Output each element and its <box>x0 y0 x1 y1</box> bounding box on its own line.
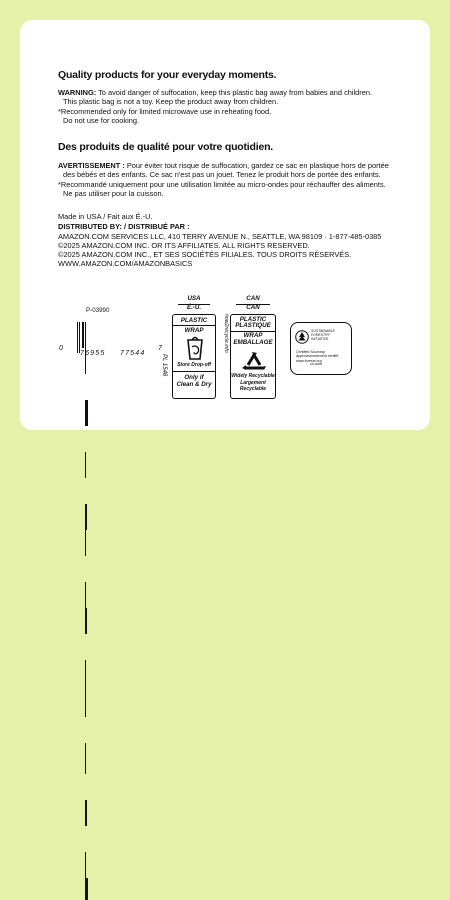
sfi-line-3: INITIATIVE <box>311 337 329 342</box>
barcode-digit-4: 7 <box>158 345 162 352</box>
usa-country: USA <box>187 295 201 302</box>
product-code: P-03990 <box>86 307 110 314</box>
sfi-line-2: FORESTRY <box>311 333 330 338</box>
sfi-label <box>290 322 352 375</box>
cuisson-note: Ne pas utiliser pour la cuisson. <box>63 188 164 198</box>
barcode-digits-2: 76955 <box>80 350 106 357</box>
copyright-fr: ©2025 AMAZON.COM INC., ET SES SOCIÉTÉS FILIALES. TOUS DROITS RÉSERVÉS. <box>58 250 352 260</box>
barcode-digits-3: 77544 <box>120 350 146 357</box>
can-status-en: Widely Recyclable <box>231 372 275 379</box>
usa-recycle-box <box>172 314 216 399</box>
recycling-arrows-icon <box>231 347 277 373</box>
cooking-note: Do not use for cooking. <box>63 115 140 125</box>
copyright-en: ©2025 AMAZON.COM INC. OR ITS AFFILIATES. ALL RIGHTS RESERVED. <box>58 240 310 250</box>
plant-code: PL 1548 <box>161 354 167 377</box>
sfi-line-1: SUSTAINABLE <box>311 329 335 333</box>
can-type-en: PLASTIC <box>239 315 267 323</box>
distributor-address: AMAZON.COM SERVICES LLC, 410 TERRY AVENUE N., SEATTLE, WA 98109 · 1-877-485-0385 <box>58 231 382 241</box>
french-headline: Des produits de qualité pour votre quotidien. <box>58 141 274 153</box>
can-status-fr-1: Largement <box>240 379 266 386</box>
microwave-note: *Recommended only for limited microwave use in reheating food. <box>58 106 272 116</box>
sfi-code: SFI-00000 <box>310 363 323 367</box>
micro-ondes-note: *Recommandé uniquement pour une utilisation limitée au micro-ondes pour réchauffer des aliments. <box>58 179 386 189</box>
can-country-fr: CAN <box>246 303 260 311</box>
sfi-cert-fr: Approvisionnement certifié <box>296 354 339 359</box>
sfi-name <box>311 329 335 342</box>
website: WWW.AMAZON.COM/AMAZONBASICS <box>58 259 193 269</box>
can-product-en: WRAP <box>243 332 263 340</box>
can-recycle-box <box>230 314 276 399</box>
barcode-bars <box>72 322 86 348</box>
can-status-fr-2: Recyclable <box>239 386 267 393</box>
usa-condition-1: Only if <box>184 373 204 381</box>
warning-text: To avoid danger of suffocation, keep this plastic bag away from babies and children. <box>96 88 372 97</box>
can-product-fr: EMBALLAGE <box>233 338 273 346</box>
usa-instruction: Store Drop-off <box>177 362 211 369</box>
can-type-fr: PLASTIQUE <box>235 322 271 330</box>
sfi-website: www.forests.org <box>296 358 322 363</box>
usa-condition-2: Clean & Dry <box>176 380 212 388</box>
sfi-cert-en: Certified Sourcing <box>296 350 325 354</box>
usa-country-fr: É.-U. <box>186 303 202 311</box>
avertissement-text: Pour éviter tout risque de suffocation, gardez ce sac en plastique hors de portée <box>124 161 389 170</box>
usa-product: WRAP <box>184 327 204 335</box>
usa-recycle-label <box>172 296 216 399</box>
sfi-logo-icon <box>295 329 309 345</box>
can-country: CAN <box>246 295 260 302</box>
avertissement-text-2: des bébés et des enfants. Ce sac n'est pas un jouet. Tenez le produit hors de portée des enfants. <box>63 170 381 180</box>
country-of-origin: Made in USA / Fait aux É.-U. <box>58 212 153 221</box>
warning-text-2: This plastic bag is not a toy. Keep the product away from children. <box>63 97 279 107</box>
usa-type: PLASTIC <box>180 316 208 324</box>
sfi-certification <box>296 350 338 368</box>
french-warning <box>58 161 389 198</box>
english-headline: Quality products for your everyday moments. <box>58 69 277 81</box>
how2recycle-website: how2recycle.info <box>223 314 229 353</box>
barcode <box>59 322 162 357</box>
label-panel <box>20 20 430 430</box>
distributor-block <box>58 212 381 269</box>
distributor-label: DISTRIBUTED BY: / DISTRIBUÉ PAR : <box>58 222 190 232</box>
english-warning <box>58 88 372 125</box>
warning-label: WARNING: <box>58 88 97 97</box>
can-recycle-label <box>230 296 276 399</box>
store-drop-off-bag-icon <box>173 336 217 360</box>
avertissement-label: AVERTISSEMENT : <box>58 161 125 170</box>
barcode-digit-1: 0 <box>59 345 63 352</box>
